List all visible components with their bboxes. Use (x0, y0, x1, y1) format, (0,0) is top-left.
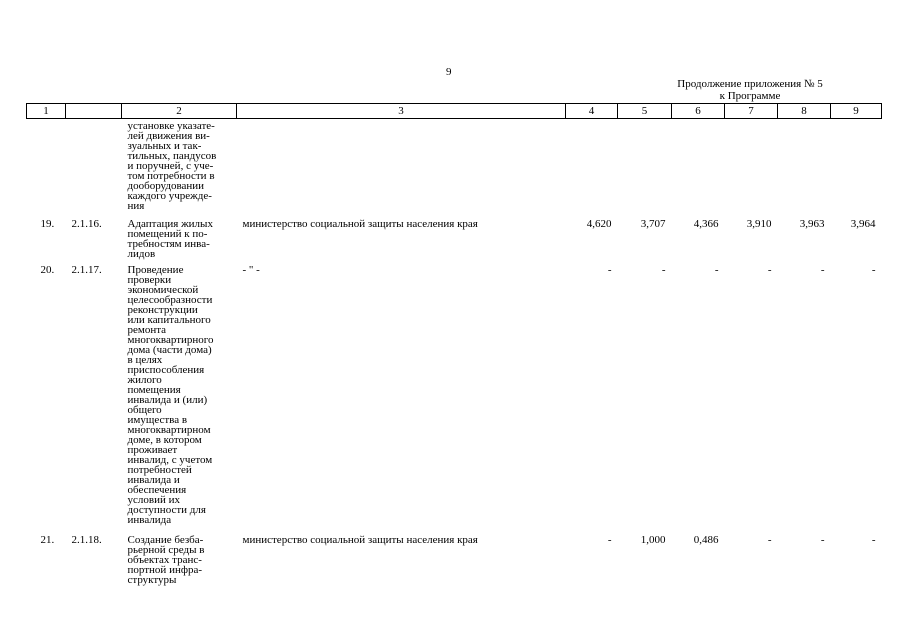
name-line: каждого учрежде- (127, 190, 212, 202)
row-code: 2.1.16. (71, 218, 102, 230)
name-line: портной инфра- (127, 564, 203, 576)
name-line: многоквартирном (127, 424, 211, 436)
row-code: 2.1.17. (71, 264, 102, 276)
row-executor: министерство социальной защиты населения края (242, 534, 478, 546)
header-cell: 9 (831, 104, 882, 119)
name-line: помещений к по- (127, 228, 208, 240)
name-line: ния (127, 200, 145, 212)
continuation-line-2: к Программе (719, 90, 781, 102)
row-value: - (661, 264, 666, 276)
name-line: структуры (127, 574, 177, 586)
name-line: жилого (127, 374, 162, 386)
row-value: 3,910 (746, 218, 772, 230)
header-cell: 3 (237, 104, 566, 119)
name-line: помещения (127, 384, 181, 396)
name-line: инвалида и (127, 474, 180, 486)
name-line: лидов (127, 248, 156, 260)
name-line: инвалид, с учетом (127, 454, 213, 466)
name-line: проживает (127, 444, 178, 456)
row-value: 4,366 (693, 218, 719, 230)
name-line: многоквартирного (127, 334, 214, 346)
name-line: или капитального (127, 314, 211, 326)
header-cell: 5 (618, 104, 672, 119)
row-value: - (607, 264, 612, 276)
table-row (27, 535, 882, 585)
name-line: инвалида и (или) (127, 394, 208, 406)
name-line: имущества в (127, 414, 188, 426)
row-value: 0,486 (693, 534, 719, 546)
continuation-line-1: Продолжение приложения № 5 (677, 78, 823, 90)
name-line: Проведение (127, 264, 184, 276)
name-line: целесообразности (127, 294, 213, 306)
header-row (27, 104, 882, 119)
name-line: лей движения ви- (127, 130, 210, 142)
header-cell: 7 (725, 104, 778, 119)
row-value: - (871, 264, 876, 276)
name-line: рьерной среды в (127, 544, 205, 556)
name-line: и поручней, с уче- (127, 160, 214, 172)
row-number: 20. (40, 264, 55, 276)
name-line: экономической (127, 284, 199, 296)
table-row (27, 265, 882, 535)
row-name (122, 535, 237, 585)
name-line: условий их (127, 494, 180, 506)
row-value: 3,963 (799, 218, 825, 230)
row-number: 21. (40, 534, 55, 546)
name-line: в целях (127, 354, 163, 366)
row-value: - (714, 264, 719, 276)
row-name (122, 265, 237, 535)
row-executor: - " - (242, 264, 260, 276)
header-cell: 8 (778, 104, 831, 119)
name-line: ремонта (127, 324, 167, 336)
name-line: приспособления (127, 364, 205, 376)
name-line: обеспечения (127, 484, 187, 496)
row-value: - (871, 534, 876, 546)
row-name (122, 219, 237, 265)
name-line: Адаптация жилых (127, 218, 213, 230)
header-cell: 4 (566, 104, 618, 119)
name-line: доступности для (127, 504, 206, 516)
row-value: - (820, 534, 825, 546)
name-line: зуальных и так- (127, 140, 202, 152)
name-line: требностям инва- (127, 238, 210, 250)
name-line: установке указате- (127, 120, 215, 132)
header-cell (66, 104, 122, 119)
table-row (27, 219, 882, 265)
name-line: Создание безба- (127, 534, 204, 546)
header-cell: 2 (122, 104, 237, 119)
name-line: тильных, пандусов (127, 150, 217, 162)
continuation-note (662, 78, 838, 102)
name-line: инвалида (127, 514, 172, 526)
name-line: проверки (127, 274, 172, 286)
row-executor: министерство социальной защиты населения края (242, 218, 478, 230)
row-value: 3,964 (850, 218, 876, 230)
page-number: 9 (446, 66, 452, 78)
row-code: 2.1.18. (71, 534, 102, 546)
name-line: том потребности в (127, 170, 215, 182)
header-cell: 1 (27, 104, 66, 119)
row-number: 19. (40, 218, 55, 230)
row-value: 1,000 (640, 534, 666, 546)
name-line: дома (части дома) (127, 344, 212, 356)
row-value: 3,707 (640, 218, 666, 230)
name-line: потребностей (127, 464, 192, 476)
program-table (26, 103, 882, 585)
name-line: объектах транс- (127, 554, 202, 566)
row-value: - (607, 534, 612, 546)
name-line: реконструкции (127, 304, 198, 316)
row-value: 4,620 (586, 218, 612, 230)
row-value: - (767, 534, 772, 546)
name-line: доме, в котором (127, 434, 202, 446)
row-value: - (767, 264, 772, 276)
carry-over-row (27, 119, 882, 220)
header-cell: 6 (672, 104, 725, 119)
carry-over-name (122, 119, 237, 220)
name-line: общего (127, 404, 162, 416)
row-value: - (820, 264, 825, 276)
name-line: дооборудовании (127, 180, 205, 192)
